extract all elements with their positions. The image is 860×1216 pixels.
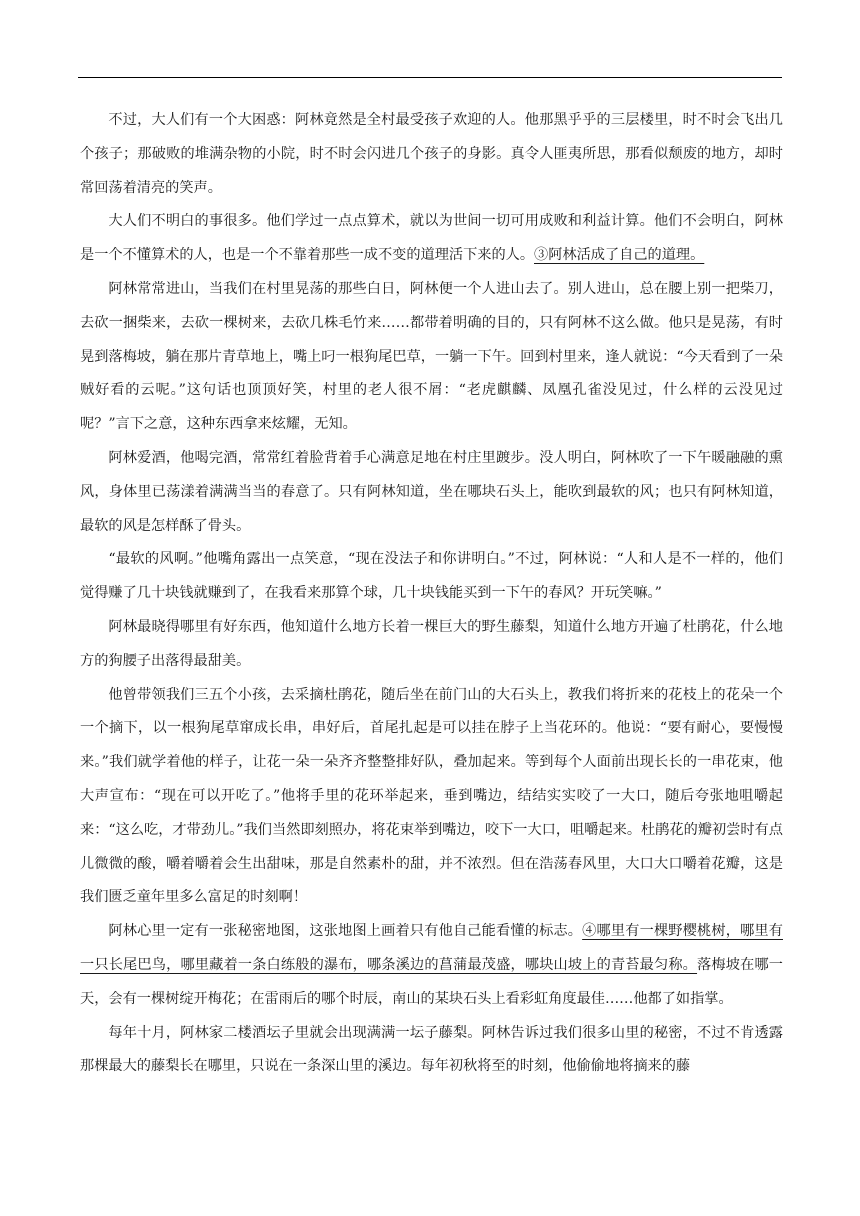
underlined-sentence: ④哪里有一棵野樱桃树，哪里有一只长尾巴鸟，哪里藏着一条白练般的瀑布，哪条溪边的菖蒲最茂盛，哪块山坡上的青苔最匀称。 bbox=[80, 923, 783, 973]
underlined-sentence: ③阿林活成了自己的道理。 bbox=[534, 247, 705, 264]
paragraph bbox=[80, 679, 783, 916]
paragraph-text: 阿林爱酒，他喝完酒，常常红着脸背着手心满意足地在村庄里踱步。没人明白，阿林吹了一下午暖融融的熏风，身体里已荡漾着满满当当的春意了。只有阿林知道，坐在哪块石头上，能吹到最软的风；也只有阿林知道，最软的风是怎样酥了骨头。 bbox=[80, 449, 783, 534]
paragraph bbox=[80, 611, 783, 679]
paragraph bbox=[80, 442, 783, 543]
paragraph bbox=[80, 543, 783, 611]
paragraph-text: 大人们不明白的事很多。他们学过一点点算术，就以为世间一切可用成败和利益计算。他们不会明白，阿林是一个不懂算术的人，也是一个不靠着那些一成不变的道理活下来的人。 bbox=[80, 213, 783, 264]
paragraph-text: 落梅坡在哪一天，会有一棵树绽开梅花；在雷雨后的哪个时辰，南山的某块石头上看彩虹角度最佳……他都了如指掌。 bbox=[80, 956, 783, 1007]
paragraph-text: 不过，大人们有一个大困惑：阿林竟然是全村最受孩子欢迎的人。他那黑乎乎的三层楼里，时不时会飞出几个孩子；那破败的堆满杂物的小院，时不时会闪进几个孩子的身影。真令人匪夷所思，那看似颓废的地方，却时常回荡着清亮的笑声。 bbox=[80, 112, 783, 196]
paragraph bbox=[80, 205, 783, 273]
header-rule bbox=[78, 77, 782, 78]
paragraph-text: 他曾带领我们三五个小孩，去采摘杜鹃花，随后坐在前门山的大石头上，教我们将折来的花枝上的花朵一个一个摘下，以一根狗尾草窜成长串，串好后，首尾扎起是可以挂在脖子上当花环的。他说：“要有耐心，要慢慢来。”我们就学着他的样子，让花一朵一朵齐齐整整排好队，叠加起来。等到每个人面前出现长长的一串花束，他大声宣布：“现在可以开吃了。”他将手里的花环举起来，垂到嘴边，结结实实咬了一大口，随后夸张地咀嚼起来：“这么吃，才带劲儿。”我们当然即刻照办，将花束举到嘴边，咬下一大口，咀嚼起来。杜鹃花的瓣初尝时有点儿微微的酸，嚼着嚼着会生出甜味，那是自然素朴的甜，并不浓烈。但在浩荡春风里，大口大口嚼着花瓣，这是我们匮乏童年里多么富足的时刻啊！ bbox=[80, 686, 783, 906]
paragraph bbox=[80, 1017, 783, 1085]
article-body bbox=[80, 104, 783, 1084]
paragraph-text: 每年十月，阿林家二楼酒坛子里就会出现满满一坛子藤梨。阿林告诉过我们很多山里的秘密，不过不肯透露那棵最大的藤梨长在哪里，只说在一条深山里的溪边。每年初秋将至的时刻，他偷偷地将摘来的藤 bbox=[80, 1024, 783, 1075]
paragraph-text: 阿林最晓得哪里有好东西，他知道什么地方长着一棵巨大的野生藤梨，知道什么地方开遍了杜鹃花，什么地方的狗腰子出落得最甜美。 bbox=[80, 618, 783, 669]
paragraph-text: 阿林心里一定有一张秘密地图，这张地图上画着只有他自己能看懂的标志。 bbox=[108, 923, 583, 940]
paragraph-text: “最软的风啊。”他嘴角露出一点笑意，“现在没法子和你讲明白。”不过，阿林说：“人和人是不一样的，他们觉得赚了几十块钱就赚到了，在我看来那算个球，几十块钱能买到一下午的春风？开玩笑嘛。” bbox=[80, 551, 783, 602]
paragraph-text: 阿林常常进山，当我们在村里晃荡的那些白日，阿林便一个人进山去了。别人进山，总在腰上别一把柴刀，去砍一捆柴来，去砍一棵树来，去砍几株毛竹来……都带着明确的目的，只有阿林不这么做。他只是晃荡，有时晃到落梅坡，躺在那片青草地上，嘴上叼一根狗尾巴草，一躺一下午。回到村里来，逢人就说：“今天看到了一朵贼好看的云呢。”这句话也顶顶好笑，村里的老人很不屑：“老虎麒麟、凤凰孔雀没见过，什么样的云没见过呢？”言下之意，这种东西拿来炫耀，无知。 bbox=[80, 280, 783, 433]
paragraph bbox=[80, 104, 783, 205]
paragraph bbox=[80, 915, 783, 1016]
paragraph bbox=[80, 273, 783, 442]
